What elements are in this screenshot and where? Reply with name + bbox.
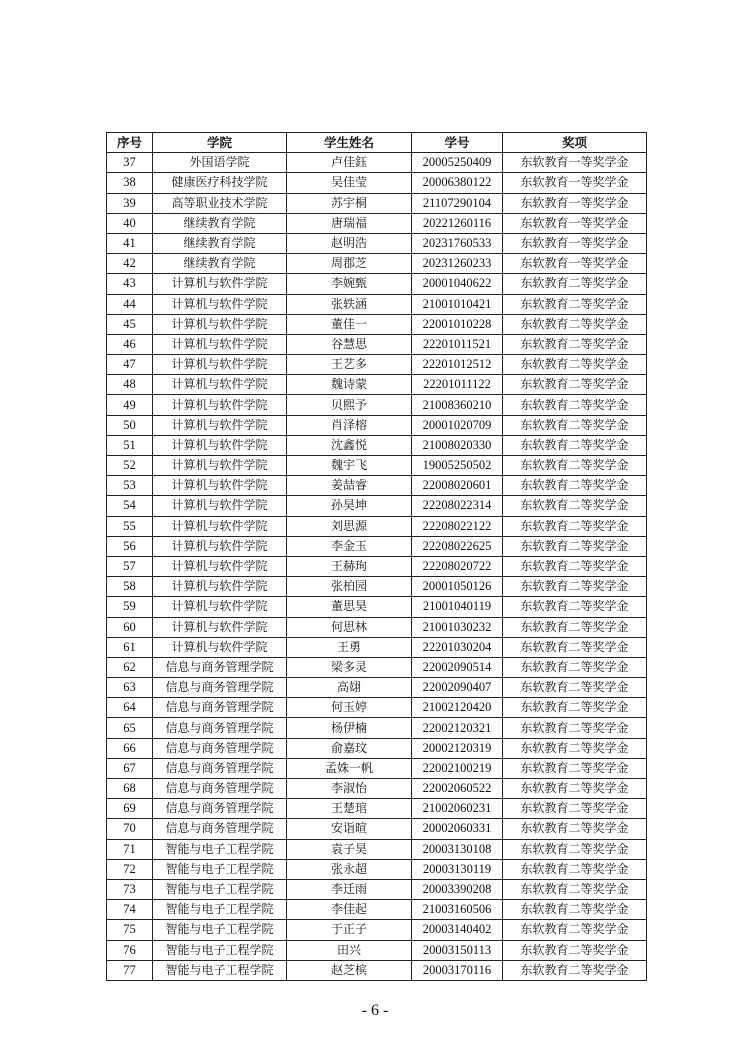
page-number: - 6 - xyxy=(361,1002,389,1019)
cell-student-id: 20006380122 xyxy=(412,173,503,193)
cell-student-id: 22002100219 xyxy=(412,758,503,778)
cell-serial: 42 xyxy=(107,254,153,274)
cell-serial: 69 xyxy=(107,799,153,819)
cell-award: 东软教育二等奖学金 xyxy=(503,476,647,496)
cell-award: 东软教育二等奖学金 xyxy=(503,879,647,899)
cell-serial: 58 xyxy=(107,577,153,597)
cell-student-name: 俞嘉玟 xyxy=(287,738,412,758)
cell-student-id: 22208022625 xyxy=(412,536,503,556)
table-row xyxy=(107,435,647,455)
cell-student-id: 21008360210 xyxy=(412,395,503,415)
cell-award: 东软教育二等奖学金 xyxy=(503,294,647,314)
cell-student-id: 21001040119 xyxy=(412,597,503,617)
cell-student-id: 22002120321 xyxy=(412,718,503,738)
cell-college: 计算机与软件学院 xyxy=(153,294,287,314)
cell-student-name: 李淑怡 xyxy=(287,779,412,799)
cell-student-name: 张轶涵 xyxy=(287,294,412,314)
cell-award: 东软教育一等奖学金 xyxy=(503,193,647,213)
cell-student-id: 20003390208 xyxy=(412,879,503,899)
table-row xyxy=(107,738,647,758)
cell-student-id: 20003170116 xyxy=(412,960,503,980)
cell-college: 智能与电子工程学院 xyxy=(153,960,287,980)
cell-serial: 51 xyxy=(107,435,153,455)
cell-college: 计算机与软件学院 xyxy=(153,355,287,375)
cell-student-id: 22201011521 xyxy=(412,334,503,354)
cell-award: 东软教育二等奖学金 xyxy=(503,718,647,738)
cell-award: 东软教育二等奖学金 xyxy=(503,375,647,395)
table-row xyxy=(107,577,647,597)
cell-serial: 56 xyxy=(107,536,153,556)
cell-college: 信息与商务管理学院 xyxy=(153,799,287,819)
cell-college: 信息与商务管理学院 xyxy=(153,698,287,718)
cell-college: 继续教育学院 xyxy=(153,254,287,274)
table-row xyxy=(107,233,647,253)
cell-student-name: 梁多灵 xyxy=(287,657,412,677)
cell-college: 计算机与软件学院 xyxy=(153,637,287,657)
cell-college: 继续教育学院 xyxy=(153,213,287,233)
cell-student-id: 20002120319 xyxy=(412,738,503,758)
cell-serial: 53 xyxy=(107,476,153,496)
table-row xyxy=(107,476,647,496)
cell-award: 东软教育一等奖学金 xyxy=(503,173,647,193)
cell-award: 东软教育二等奖学金 xyxy=(503,456,647,476)
cell-college: 计算机与软件学院 xyxy=(153,516,287,536)
cell-student-id: 20221260116 xyxy=(412,213,503,233)
cell-student-id: 20001040622 xyxy=(412,274,503,294)
cell-award: 东软教育二等奖学金 xyxy=(503,637,647,657)
cell-college: 智能与电子工程学院 xyxy=(153,839,287,859)
cell-award: 东软教育二等奖学金 xyxy=(503,556,647,576)
cell-serial: 39 xyxy=(107,193,153,213)
cell-college: 计算机与软件学院 xyxy=(153,496,287,516)
cell-student-id: 21002120420 xyxy=(412,698,503,718)
cell-college: 智能与电子工程学院 xyxy=(153,859,287,879)
cell-student-id: 20003130108 xyxy=(412,839,503,859)
table-row xyxy=(107,799,647,819)
cell-serial: 74 xyxy=(107,900,153,920)
cell-award: 东软教育二等奖学金 xyxy=(503,920,647,940)
cell-student-name: 魏诗蒙 xyxy=(287,375,412,395)
cell-student-name: 苏宇桐 xyxy=(287,193,412,213)
cell-student-name: 李金玉 xyxy=(287,536,412,556)
cell-award: 东软教育二等奖学金 xyxy=(503,678,647,698)
cell-student-name: 魏宇飞 xyxy=(287,456,412,476)
cell-college: 计算机与软件学院 xyxy=(153,617,287,637)
cell-award: 东软教育二等奖学金 xyxy=(503,597,647,617)
table-row xyxy=(107,900,647,920)
cell-award: 东软教育二等奖学金 xyxy=(503,819,647,839)
cell-college: 外国语学院 xyxy=(153,153,287,173)
cell-serial: 61 xyxy=(107,637,153,657)
scholarship-table xyxy=(106,132,647,981)
cell-award: 东软教育一等奖学金 xyxy=(503,153,647,173)
cell-serial: 66 xyxy=(107,738,153,758)
cell-award: 东软教育二等奖学金 xyxy=(503,900,647,920)
cell-student-id: 21003160506 xyxy=(412,900,503,920)
cell-student-id: 20231260233 xyxy=(412,254,503,274)
cell-award: 东软教育二等奖学金 xyxy=(503,536,647,556)
cell-student-id: 20003140402 xyxy=(412,920,503,940)
cell-award: 东软教育二等奖学金 xyxy=(503,698,647,718)
cell-award: 东软教育一等奖学金 xyxy=(503,213,647,233)
cell-student-id: 20003130119 xyxy=(412,859,503,879)
cell-serial: 67 xyxy=(107,758,153,778)
table-row xyxy=(107,395,647,415)
table-body xyxy=(107,153,647,981)
cell-student-name: 孙昊坤 xyxy=(287,496,412,516)
cell-college: 计算机与软件学院 xyxy=(153,536,287,556)
cell-student-id: 22002060522 xyxy=(412,779,503,799)
cell-student-name: 沈鑫悦 xyxy=(287,435,412,455)
cell-student-name: 赵明浩 xyxy=(287,233,412,253)
cell-award: 东软教育二等奖学金 xyxy=(503,334,647,354)
cell-student-name: 王楚琯 xyxy=(287,799,412,819)
cell-award: 东软教育二等奖学金 xyxy=(503,435,647,455)
cell-student-id: 22201012512 xyxy=(412,355,503,375)
cell-college: 信息与商务管理学院 xyxy=(153,678,287,698)
cell-student-name: 张柏园 xyxy=(287,577,412,597)
table-row xyxy=(107,193,647,213)
cell-award: 东软教育二等奖学金 xyxy=(503,516,647,536)
table-row xyxy=(107,940,647,960)
cell-award: 东软教育二等奖学金 xyxy=(503,799,647,819)
header-student-name: 学生姓名 xyxy=(287,133,412,153)
cell-college: 计算机与软件学院 xyxy=(153,577,287,597)
cell-student-id: 20231760533 xyxy=(412,233,503,253)
cell-award: 东软教育二等奖学金 xyxy=(503,758,647,778)
table-row xyxy=(107,718,647,738)
cell-student-name: 肖泽榕 xyxy=(287,415,412,435)
header-award: 奖项 xyxy=(503,133,647,153)
cell-serial: 38 xyxy=(107,173,153,193)
cell-serial: 70 xyxy=(107,819,153,839)
cell-student-id: 21002060231 xyxy=(412,799,503,819)
cell-student-id: 22002090514 xyxy=(412,657,503,677)
cell-award: 东软教育二等奖学金 xyxy=(503,839,647,859)
cell-serial: 59 xyxy=(107,597,153,617)
cell-student-id: 22201030204 xyxy=(412,637,503,657)
cell-student-name: 李婉甄 xyxy=(287,274,412,294)
table-row xyxy=(107,254,647,274)
cell-award: 东软教育二等奖学金 xyxy=(503,274,647,294)
table-row xyxy=(107,839,647,859)
cell-student-name: 安诣暄 xyxy=(287,819,412,839)
cell-student-name: 高翃 xyxy=(287,678,412,698)
cell-award: 东软教育二等奖学金 xyxy=(503,657,647,677)
cell-student-name: 董思昊 xyxy=(287,597,412,617)
table-row xyxy=(107,819,647,839)
cell-student-id: 22002090407 xyxy=(412,678,503,698)
cell-serial: 60 xyxy=(107,617,153,637)
cell-student-name: 何思林 xyxy=(287,617,412,637)
cell-student-name: 董佳一 xyxy=(287,314,412,334)
cell-college: 信息与商务管理学院 xyxy=(153,738,287,758)
cell-student-name: 王赫珣 xyxy=(287,556,412,576)
cell-college: 计算机与软件学院 xyxy=(153,274,287,294)
cell-serial: 57 xyxy=(107,556,153,576)
table-header-row xyxy=(107,133,647,153)
table-row xyxy=(107,415,647,435)
cell-award: 东软教育一等奖学金 xyxy=(503,254,647,274)
cell-serial: 68 xyxy=(107,779,153,799)
cell-college: 智能与电子工程学院 xyxy=(153,940,287,960)
cell-student-id: 22208022314 xyxy=(412,496,503,516)
header-serial: 序号 xyxy=(107,133,153,153)
cell-college: 计算机与软件学院 xyxy=(153,375,287,395)
cell-student-name: 刘思源 xyxy=(287,516,412,536)
cell-student-id: 21001030232 xyxy=(412,617,503,637)
table-row xyxy=(107,213,647,233)
cell-award: 东软教育二等奖学金 xyxy=(503,415,647,435)
cell-serial: 48 xyxy=(107,375,153,395)
cell-student-id: 21008020330 xyxy=(412,435,503,455)
cell-student-id: 20005250409 xyxy=(412,153,503,173)
cell-student-name: 贝熙予 xyxy=(287,395,412,415)
cell-student-name: 吴佳莹 xyxy=(287,173,412,193)
cell-student-name: 杨伊楠 xyxy=(287,718,412,738)
cell-serial: 37 xyxy=(107,153,153,173)
table-row xyxy=(107,173,647,193)
cell-student-id: 22001010228 xyxy=(412,314,503,334)
table-row xyxy=(107,274,647,294)
cell-college: 智能与电子工程学院 xyxy=(153,900,287,920)
table-row xyxy=(107,779,647,799)
table-row xyxy=(107,879,647,899)
cell-student-id: 22008020601 xyxy=(412,476,503,496)
cell-serial: 63 xyxy=(107,678,153,698)
table-row xyxy=(107,516,647,536)
cell-college: 计算机与软件学院 xyxy=(153,395,287,415)
cell-student-name: 谷慧思 xyxy=(287,334,412,354)
cell-student-name: 姜喆睿 xyxy=(287,476,412,496)
cell-college: 智能与电子工程学院 xyxy=(153,879,287,899)
cell-student-name: 王艺多 xyxy=(287,355,412,375)
cell-serial: 49 xyxy=(107,395,153,415)
table-row xyxy=(107,920,647,940)
table-row xyxy=(107,698,647,718)
cell-student-name: 李迁雨 xyxy=(287,879,412,899)
table-row xyxy=(107,678,647,698)
table-row xyxy=(107,657,647,677)
cell-award: 东软教育二等奖学金 xyxy=(503,779,647,799)
cell-college: 信息与商务管理学院 xyxy=(153,718,287,738)
cell-college: 计算机与软件学院 xyxy=(153,476,287,496)
cell-college: 高等职业技术学院 xyxy=(153,193,287,213)
header-college: 学院 xyxy=(153,133,287,153)
table-row xyxy=(107,617,647,637)
table-row xyxy=(107,355,647,375)
cell-student-name: 周郡芝 xyxy=(287,254,412,274)
cell-college: 计算机与软件学院 xyxy=(153,314,287,334)
cell-serial: 45 xyxy=(107,314,153,334)
cell-serial: 75 xyxy=(107,920,153,940)
cell-college: 信息与商务管理学院 xyxy=(153,819,287,839)
table-row xyxy=(107,859,647,879)
cell-award: 东软教育二等奖学金 xyxy=(503,395,647,415)
cell-student-id: 22208022122 xyxy=(412,516,503,536)
cell-award: 东软教育二等奖学金 xyxy=(503,960,647,980)
cell-serial: 72 xyxy=(107,859,153,879)
cell-student-name: 李佳起 xyxy=(287,900,412,920)
cell-student-id: 21001010421 xyxy=(412,294,503,314)
cell-award: 东软教育二等奖学金 xyxy=(503,496,647,516)
cell-college: 计算机与软件学院 xyxy=(153,556,287,576)
cell-serial: 52 xyxy=(107,456,153,476)
cell-student-name: 孟姝一帆 xyxy=(287,758,412,778)
cell-college: 信息与商务管理学院 xyxy=(153,657,287,677)
cell-student-name: 唐瑞福 xyxy=(287,213,412,233)
cell-serial: 55 xyxy=(107,516,153,536)
table-row xyxy=(107,637,647,657)
cell-serial: 40 xyxy=(107,213,153,233)
cell-serial: 43 xyxy=(107,274,153,294)
cell-student-name: 赵芝槟 xyxy=(287,960,412,980)
table-row xyxy=(107,314,647,334)
cell-student-id: 19005250502 xyxy=(412,456,503,476)
table-row xyxy=(107,294,647,314)
header-student-id: 学号 xyxy=(412,133,503,153)
cell-serial: 41 xyxy=(107,233,153,253)
cell-college: 信息与商务管理学院 xyxy=(153,758,287,778)
cell-serial: 50 xyxy=(107,415,153,435)
cell-award: 东软教育二等奖学金 xyxy=(503,940,647,960)
cell-college: 计算机与软件学院 xyxy=(153,597,287,617)
cell-award: 东软教育二等奖学金 xyxy=(503,577,647,597)
cell-serial: 71 xyxy=(107,839,153,859)
cell-serial: 46 xyxy=(107,334,153,354)
cell-serial: 47 xyxy=(107,355,153,375)
cell-student-id: 20002060331 xyxy=(412,819,503,839)
cell-college: 计算机与软件学院 xyxy=(153,334,287,354)
cell-college: 计算机与软件学院 xyxy=(153,435,287,455)
table-row xyxy=(107,334,647,354)
cell-student-name: 于正子 xyxy=(287,920,412,940)
cell-college: 计算机与软件学院 xyxy=(153,415,287,435)
cell-student-name: 田兴 xyxy=(287,940,412,960)
cell-award: 东软教育二等奖学金 xyxy=(503,355,647,375)
cell-award: 东软教育一等奖学金 xyxy=(503,233,647,253)
cell-student-name: 张永超 xyxy=(287,859,412,879)
cell-award: 东软教育二等奖学金 xyxy=(503,738,647,758)
cell-award: 东软教育二等奖学金 xyxy=(503,859,647,879)
table-row xyxy=(107,556,647,576)
cell-college: 信息与商务管理学院 xyxy=(153,779,287,799)
cell-student-name: 卢佳鈺 xyxy=(287,153,412,173)
table-row xyxy=(107,456,647,476)
cell-award: 东软教育二等奖学金 xyxy=(503,314,647,334)
table-row xyxy=(107,758,647,778)
cell-college: 继续教育学院 xyxy=(153,233,287,253)
cell-serial: 62 xyxy=(107,657,153,677)
table-row xyxy=(107,960,647,980)
cell-student-name: 王勇 xyxy=(287,637,412,657)
table-row xyxy=(107,153,647,173)
cell-serial: 44 xyxy=(107,294,153,314)
cell-student-id: 22208020722 xyxy=(412,556,503,576)
cell-student-id: 20001020709 xyxy=(412,415,503,435)
cell-student-id: 22201011122 xyxy=(412,375,503,395)
cell-serial: 76 xyxy=(107,940,153,960)
cell-serial: 54 xyxy=(107,496,153,516)
cell-student-name: 何玉婷 xyxy=(287,698,412,718)
cell-college: 计算机与软件学院 xyxy=(153,456,287,476)
cell-college: 智能与电子工程学院 xyxy=(153,920,287,940)
cell-student-id: 21107290104 xyxy=(412,193,503,213)
cell-serial: 65 xyxy=(107,718,153,738)
cell-student-name: 袁子昊 xyxy=(287,839,412,859)
cell-serial: 77 xyxy=(107,960,153,980)
table-row xyxy=(107,536,647,556)
cell-award: 东软教育二等奖学金 xyxy=(503,617,647,637)
table-row xyxy=(107,375,647,395)
table-row xyxy=(107,496,647,516)
cell-student-id: 20001050126 xyxy=(412,577,503,597)
cell-serial: 73 xyxy=(107,879,153,899)
table-row xyxy=(107,597,647,617)
cell-serial: 64 xyxy=(107,698,153,718)
cell-student-id: 20003150113 xyxy=(412,940,503,960)
cell-college: 健康医疗科技学院 xyxy=(153,173,287,193)
